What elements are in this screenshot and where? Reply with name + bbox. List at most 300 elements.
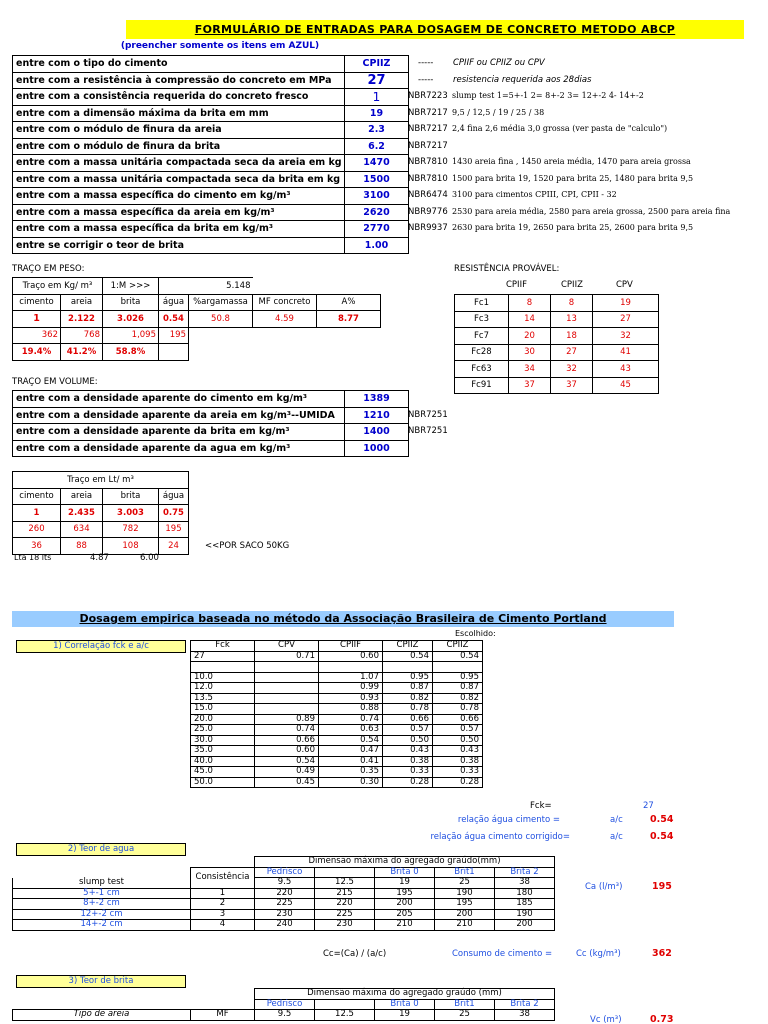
input-note: 3100 para cimentos CPIII, CPI, CPII - 32: [452, 190, 617, 199]
resistencia-value: 14: [509, 311, 551, 328]
agua-value: 190: [495, 909, 555, 920]
agregado-name: Brita 2: [495, 867, 555, 878]
traco-peso-pct: 19.4%: [13, 344, 61, 361]
input-code: NBR9937: [408, 223, 448, 233]
step2-label: 2) Teor de agua: [16, 843, 186, 856]
resistencia-value: 32: [551, 361, 593, 378]
agua-value: 200: [495, 920, 555, 931]
input-code: NBR7217: [408, 124, 448, 134]
agregado-name: Brit1: [435, 999, 495, 1010]
lt-value: 634: [61, 521, 103, 538]
agregado-size: 12.5: [315, 878, 375, 889]
traco-peso-kg: 1,095: [103, 327, 159, 344]
fck-first-value: 0.71: [255, 651, 319, 662]
input-label: entre com a massa específica do cimento em kg/m³: [13, 188, 345, 205]
fck-value: 45.0: [191, 767, 255, 778]
fck-value: 0.43: [433, 746, 483, 757]
input-row: [13, 204, 409, 221]
input-note: 9,5 / 12,5 / 19 / 25 / 38: [452, 107, 545, 117]
input-note: CPIIF ou CPIIZ ou CPV: [453, 58, 545, 68]
input-value[interactable]: 27: [345, 72, 409, 89]
fck-value: 0.41: [319, 756, 383, 767]
input-value[interactable]: 1: [345, 89, 409, 106]
input-note: 1430 areia fina , 1450 areia média, 1470 para areia grossa: [452, 157, 691, 166]
agregado-size: 19: [375, 878, 435, 889]
agua-value: 200: [375, 899, 435, 910]
input-code: NBR7810: [408, 173, 448, 184]
agregado-size: 9.5: [255, 1010, 315, 1021]
fck-value: 40.0: [191, 756, 255, 767]
lt-value: 782: [103, 521, 159, 538]
slump-header: slump test: [13, 878, 191, 889]
input-label: entre com a resistência à compressão do concreto em MPa: [13, 72, 345, 89]
lt-col-header: cimento: [13, 488, 61, 505]
volume-code: NBR7251: [408, 426, 448, 436]
resistencia-row: [455, 328, 659, 345]
resistencia-age: Fc28: [455, 344, 509, 361]
fck-value: 12.0: [191, 683, 255, 694]
fck-value: 0.57: [433, 725, 483, 736]
fck-value: 0.54: [255, 756, 319, 767]
empty-cell: [319, 662, 383, 673]
resistencia-col-header: CPIIZ: [561, 280, 583, 290]
lt-value: 3.003: [103, 505, 159, 522]
volume-value[interactable]: 1389: [345, 391, 409, 408]
agua-value: 185: [495, 899, 555, 910]
fck-row: [191, 704, 483, 715]
fck-value: 0.50: [433, 735, 483, 746]
slump-value: 12+-2 cm: [13, 909, 191, 920]
traco-peso-value: 8.77: [317, 311, 381, 328]
fck-value: 0.33: [383, 767, 433, 778]
fck-value: 0.66: [255, 735, 319, 746]
traco-peso-header: Traço em Kg/ m³: [13, 278, 103, 295]
lt-value: 0.75: [159, 505, 189, 522]
fck-row: [191, 767, 483, 778]
fck-value: 13.5: [191, 693, 255, 704]
fck-value: 0.28: [383, 777, 433, 788]
agua-row: [13, 899, 555, 910]
fck-value: 0.74: [319, 714, 383, 725]
input-label: entre com a consistência requerida do concreto fresco: [13, 89, 345, 106]
fck-value: 0.38: [433, 756, 483, 767]
agregado-size: 12.5: [315, 1010, 375, 1021]
traco-peso-value: 4.59: [253, 311, 317, 328]
step3-label: 3) Teor de brita: [16, 975, 186, 988]
mf-header: MF: [191, 1010, 255, 1021]
fck-value: [255, 672, 319, 683]
agregado-size: 25: [435, 1010, 495, 1021]
input-label: entre com o tipo do cimento: [13, 56, 345, 73]
input-value[interactable]: CPIIZ: [345, 56, 409, 73]
agua-value: 220: [315, 899, 375, 910]
empty-cell: [255, 662, 319, 673]
input-label: entre com a massa específica da brita em kg/m³: [13, 221, 345, 238]
input-value[interactable]: 2770: [345, 221, 409, 238]
fck-value: 50.0: [191, 777, 255, 788]
input-row: [13, 56, 409, 73]
fck-value: 0.50: [383, 735, 433, 746]
slump-value: 5+-1 cm: [13, 888, 191, 899]
rel-ac-label: relação água cimento =: [457, 815, 560, 825]
resistencia-value: 43: [593, 361, 659, 378]
agregado-size: 9.5: [255, 878, 315, 889]
resistencia-value: 13: [551, 311, 593, 328]
consumo-label: Consumo de cimento =: [452, 949, 553, 959]
traco-peso-kg: 768: [61, 327, 103, 344]
fck-value: 30.0: [191, 735, 255, 746]
lt-value: 88: [61, 538, 103, 555]
teor-brita-table: [12, 988, 555, 1021]
fck-eq-label: Fck=: [530, 801, 552, 811]
lt-col-header: areia: [61, 488, 103, 505]
input-label: entre com a dimensão máxima da brita em mm: [13, 105, 345, 122]
agua-row: [13, 920, 555, 931]
volume-label: entre com a densidade aparente da areia em kg/m³--UMIDA: [13, 407, 345, 424]
agua-value: 225: [255, 899, 315, 910]
agua-value: 225: [315, 909, 375, 920]
rel-ac-value: 0.54: [650, 814, 674, 825]
fck-value: 0.99: [319, 683, 383, 694]
traco-peso-value: 2.122: [61, 311, 103, 328]
fck-row: [191, 735, 483, 746]
fck-col-header: CPIIF: [319, 641, 383, 652]
resistencia-row: [455, 377, 659, 394]
empty-cell: [159, 344, 189, 361]
input-code: -----: [418, 58, 434, 68]
resistencia-value: 27: [551, 344, 593, 361]
fck-value: 0.47: [319, 746, 383, 757]
fck-col-header: Fck: [191, 641, 255, 652]
resistencia-row: [455, 361, 659, 378]
consistencia-value: 4: [191, 920, 255, 931]
traco-peso-kg: 362: [13, 327, 61, 344]
section2-title: Dosagem empirica baseada no método da Associação Brasileira de Cimento Portland: [12, 611, 674, 627]
lt-value: 1: [13, 505, 61, 522]
traco-col-header: MF concreto: [253, 294, 317, 311]
fck-eq-value: 27: [643, 801, 654, 811]
agua-value: 240: [255, 920, 315, 931]
input-value[interactable]: 19: [345, 105, 409, 122]
resistencia-value: 34: [509, 361, 551, 378]
input-note: 2630 para brita 19, 2650 para brita 25, 2600 para brita 9,5: [452, 223, 694, 232]
traco-peso-value: 1: [13, 311, 61, 328]
agua-value: 195: [375, 888, 435, 899]
fck-first-value: 0.54: [383, 651, 433, 662]
vc-value: 0.73: [650, 1014, 674, 1024]
input-value[interactable]: 6.2: [345, 138, 409, 155]
empty-cell: [433, 662, 483, 673]
cc-unit: Cc (kg/m³): [576, 949, 621, 959]
input-code: NBR7217: [408, 107, 448, 118]
lt-value: 195: [159, 521, 189, 538]
fck-value: 35.0: [191, 746, 255, 757]
form-subtitle: (preencher somente os itens em AZUL): [120, 41, 320, 51]
input-note: resistencia requerida aos 28dias: [453, 74, 592, 85]
input-label: entre com a massa unitária compactada seca da brita em kg: [13, 171, 345, 188]
lt-value: 24: [159, 538, 189, 555]
agua-row: [13, 909, 555, 920]
resistencia-value: 45: [593, 377, 659, 394]
input-row: [13, 221, 409, 238]
fck-value: 0.82: [383, 693, 433, 704]
resistencia-value: 19: [593, 295, 659, 312]
agregado-name: Pedrisco: [255, 999, 315, 1010]
input-note: 2,4 fina 2,6 média 3,0 grossa (ver pasta de "calculo"): [452, 124, 668, 133]
lata-label: Lta 18 lts: [14, 553, 52, 562]
agregado-size: 38: [495, 878, 555, 889]
agregado-size: 19: [375, 1010, 435, 1021]
fck-value: 10.0: [191, 672, 255, 683]
fck-row: [191, 756, 483, 767]
fck-value: 0.30: [319, 777, 383, 788]
fck-value: 0.95: [383, 672, 433, 683]
fck-value: 0.49: [255, 767, 319, 778]
fck-value: 0.60: [255, 746, 319, 757]
fck-value: 0.74: [255, 725, 319, 736]
consistencia-value: 1: [191, 888, 255, 899]
agregado-name: Brita 0: [375, 999, 435, 1010]
resistencia-value: 30: [509, 344, 551, 361]
lt-col-header: brita: [103, 488, 159, 505]
resistencia-col-header: CPIIF: [506, 280, 527, 290]
resistencia-value: 41: [593, 344, 659, 361]
agregado-size: 25: [435, 878, 495, 889]
resistencia-value: 20: [509, 328, 551, 345]
fck-row: [191, 672, 483, 683]
volume-row: [13, 424, 409, 441]
agregado-size: 38: [495, 1010, 555, 1021]
escolhido-label: Escolhido:: [455, 629, 496, 638]
rel-acc-label: relação água cimento corrigido=: [430, 832, 570, 842]
consistencia-header: Consistência: [191, 867, 255, 888]
lata-brita: 6.00: [140, 553, 159, 563]
volume-row: [13, 440, 409, 457]
input-code: NBR9776: [408, 206, 448, 217]
slump-value: 8+-2 cm: [13, 899, 191, 910]
empty-cell: [383, 662, 433, 673]
agua-value: 210: [375, 920, 435, 931]
fck-value: 25.0: [191, 725, 255, 736]
por-saco-note: <<POR SACO 50KG: [205, 541, 290, 551]
input-value[interactable]: 2620: [345, 204, 409, 221]
resistencia-row: [455, 344, 659, 361]
fck-value: 0.93: [319, 693, 383, 704]
traco-peso-value: 3.026: [103, 311, 159, 328]
slump-value: 14+-2 cm: [13, 920, 191, 931]
fck-value: 0.87: [433, 683, 483, 694]
volume-label: entre com a densidade aparente da brita em kg/m³: [13, 424, 345, 441]
lata-areia: 4.87: [90, 553, 109, 563]
consistencia-value: 2: [191, 899, 255, 910]
lt-value: 2.435: [61, 505, 103, 522]
volume-value[interactable]: 1400: [345, 424, 409, 441]
traco-col-header: água: [159, 294, 189, 311]
inputs-table: [12, 55, 409, 254]
agua-row: [13, 888, 555, 899]
resistencia-value: 8: [509, 295, 551, 312]
m-value: 5.148: [159, 278, 253, 295]
input-note: slump test 1=5+-1 2= 8+-2 3= 12+-2 4- 14+-2: [452, 91, 644, 100]
input-row: [13, 171, 409, 188]
ca-value: 195: [652, 881, 672, 892]
fck-value: 0.95: [433, 672, 483, 683]
agua-value: 195: [435, 899, 495, 910]
m-label: 1:M >>>: [103, 278, 159, 295]
traco-col-header: brita: [103, 294, 159, 311]
agua-value: 230: [315, 920, 375, 931]
dim-header-3: Dimensão máxima do agregado graúdo (mm): [255, 989, 555, 1000]
input-value[interactable]: 1500: [345, 171, 409, 188]
resistencia-col-header: CPV: [616, 280, 633, 290]
lt-value: 260: [13, 521, 61, 538]
input-row: [13, 72, 409, 89]
fck-value: 0.66: [433, 714, 483, 725]
agua-value: 190: [435, 888, 495, 899]
resistencia-age: Fc7: [455, 328, 509, 345]
fck-row: [191, 683, 483, 694]
empty-cell: [191, 662, 255, 673]
input-label: entre com a massa unitária compactada seca da areia em kg: [13, 155, 345, 172]
volume-row: [13, 391, 409, 408]
traco-col-header: A%: [317, 294, 381, 311]
fck-row: [191, 746, 483, 757]
fck-col-header: CPIIZ: [433, 641, 483, 652]
resistencia-row: [455, 311, 659, 328]
fck-value: 0.35: [319, 767, 383, 778]
input-value[interactable]: 3100: [345, 188, 409, 205]
traco-peso-kg: 195: [159, 327, 189, 344]
lt-col-header: água: [159, 488, 189, 505]
fck-row: [191, 693, 483, 704]
traco-peso-value: 50.8: [189, 311, 253, 328]
agua-value: 215: [315, 888, 375, 899]
lt-value: 36: [13, 538, 61, 555]
agua-value: 220: [255, 888, 315, 899]
fck-value: 0.43: [383, 746, 433, 757]
resistencia-age: Fc91: [455, 377, 509, 394]
fck-value: 0.87: [383, 683, 433, 694]
agregado-name: Brit1: [435, 867, 495, 878]
volume-value[interactable]: 1210: [345, 407, 409, 424]
input-row: [13, 105, 409, 122]
fck-row: [191, 777, 483, 788]
agua-value: 230: [255, 909, 315, 920]
agua-value: 205: [375, 909, 435, 920]
input-row: [13, 188, 409, 205]
fck-value: 0.78: [383, 704, 433, 715]
traco-peso-value: 0.54: [159, 311, 189, 328]
rel-acc-value: 0.54: [650, 831, 674, 842]
traco-peso-pct: 41.2%: [61, 344, 103, 361]
resistencia-value: 37: [551, 377, 593, 394]
input-label: entre com o módulo de finura da brita: [13, 138, 345, 155]
fck-first-value: 27: [191, 651, 255, 662]
traco-peso-table: [12, 277, 381, 361]
resistencia-age: Fc1: [455, 295, 509, 312]
resistencia-value: 32: [593, 328, 659, 345]
resistencia-table: [454, 294, 659, 394]
step1-label: 1) Correlação fck e a/c: [16, 640, 186, 653]
vc-label: Vc (m³): [590, 1015, 622, 1024]
volume-value[interactable]: 1000: [345, 440, 409, 457]
agua-value: 200: [435, 909, 495, 920]
fck-table: [190, 640, 483, 788]
traco-lt-header: Traço em Lt/ m³: [13, 472, 189, 489]
dim-header: Dimensão máxima do agregado graúdo(mm): [255, 857, 555, 868]
fck-row: [191, 714, 483, 725]
resistencia-row: [455, 295, 659, 312]
input-code: NBR7223: [408, 91, 448, 101]
fck-value: [255, 693, 319, 704]
input-row: [13, 155, 409, 172]
agregado-name: Brita 2: [495, 999, 555, 1010]
traco-peso-pct: 58.8%: [103, 344, 159, 361]
input-label: entre com a massa específica da areia em kg/m³: [13, 204, 345, 221]
fck-col-header: CPIIZ: [383, 641, 433, 652]
fck-value: 20.0: [191, 714, 255, 725]
traco-peso-label: TRAÇO EM PESO:: [12, 264, 85, 274]
form-title: FORMULÁRIO DE ENTRADAS PARA DOSAGEM DE CONCRETO METODO ABCP: [126, 20, 744, 39]
fck-col-header: CPV: [255, 641, 319, 652]
fck-value: 0.82: [433, 693, 483, 704]
fck-value: 0.78: [433, 704, 483, 715]
rel-ac-unit: a/c: [610, 815, 623, 825]
fck-value: 15.0: [191, 704, 255, 715]
resistencia-age: Fc3: [455, 311, 509, 328]
tipo-areia-header: Tipo de areia: [13, 1010, 191, 1021]
volume-label: entre com a densidade aparente da agua em kg/m³: [13, 440, 345, 457]
agua-value: 210: [435, 920, 495, 931]
fck-row: [191, 725, 483, 736]
resistencia-age: Fc63: [455, 361, 509, 378]
consistencia-value: 3: [191, 909, 255, 920]
fck-value: [255, 704, 319, 715]
fck-value: 0.45: [255, 777, 319, 788]
agua-value: 180: [495, 888, 555, 899]
fck-value: 0.54: [319, 735, 383, 746]
agregado-name: Pedrisco: [255, 867, 315, 878]
fck-value: 0.66: [383, 714, 433, 725]
input-row: [13, 89, 409, 106]
traco-lt-table: [12, 471, 189, 555]
teor-agua-table: [12, 856, 555, 931]
input-code: NBR7810: [408, 157, 448, 167]
input-code: NBR7217: [408, 140, 448, 151]
resistencia-value: 18: [551, 328, 593, 345]
resistencia-value: 27: [593, 311, 659, 328]
traco-volume-label: TRAÇO EM VOLUME:: [12, 377, 98, 387]
input-code: NBR6474: [408, 190, 448, 200]
volume-code: NBR7251: [408, 409, 448, 420]
input-value[interactable]: 1470: [345, 155, 409, 172]
input-note: 1500 para brita 19, 1520 para brita 25, 1480 para brita 9,5: [452, 173, 694, 183]
input-row: [13, 138, 409, 155]
input-value[interactable]: 1.00: [345, 237, 409, 254]
fck-value: 0.28: [433, 777, 483, 788]
fck-first-value: 0.54: [433, 651, 483, 662]
fck-value: 0.57: [383, 725, 433, 736]
input-value[interactable]: 2.3: [345, 122, 409, 139]
cc-value: 362: [652, 948, 672, 959]
fck-value: [255, 683, 319, 694]
traco-col-header: areia: [61, 294, 103, 311]
ca-label: Ca (l/m³): [585, 882, 623, 892]
resistencia-columns: [498, 280, 678, 292]
input-label: entre se corrigir o teor de brita: [13, 237, 345, 254]
resistencia-value: 37: [509, 377, 551, 394]
fck-value: 1.07: [319, 672, 383, 683]
